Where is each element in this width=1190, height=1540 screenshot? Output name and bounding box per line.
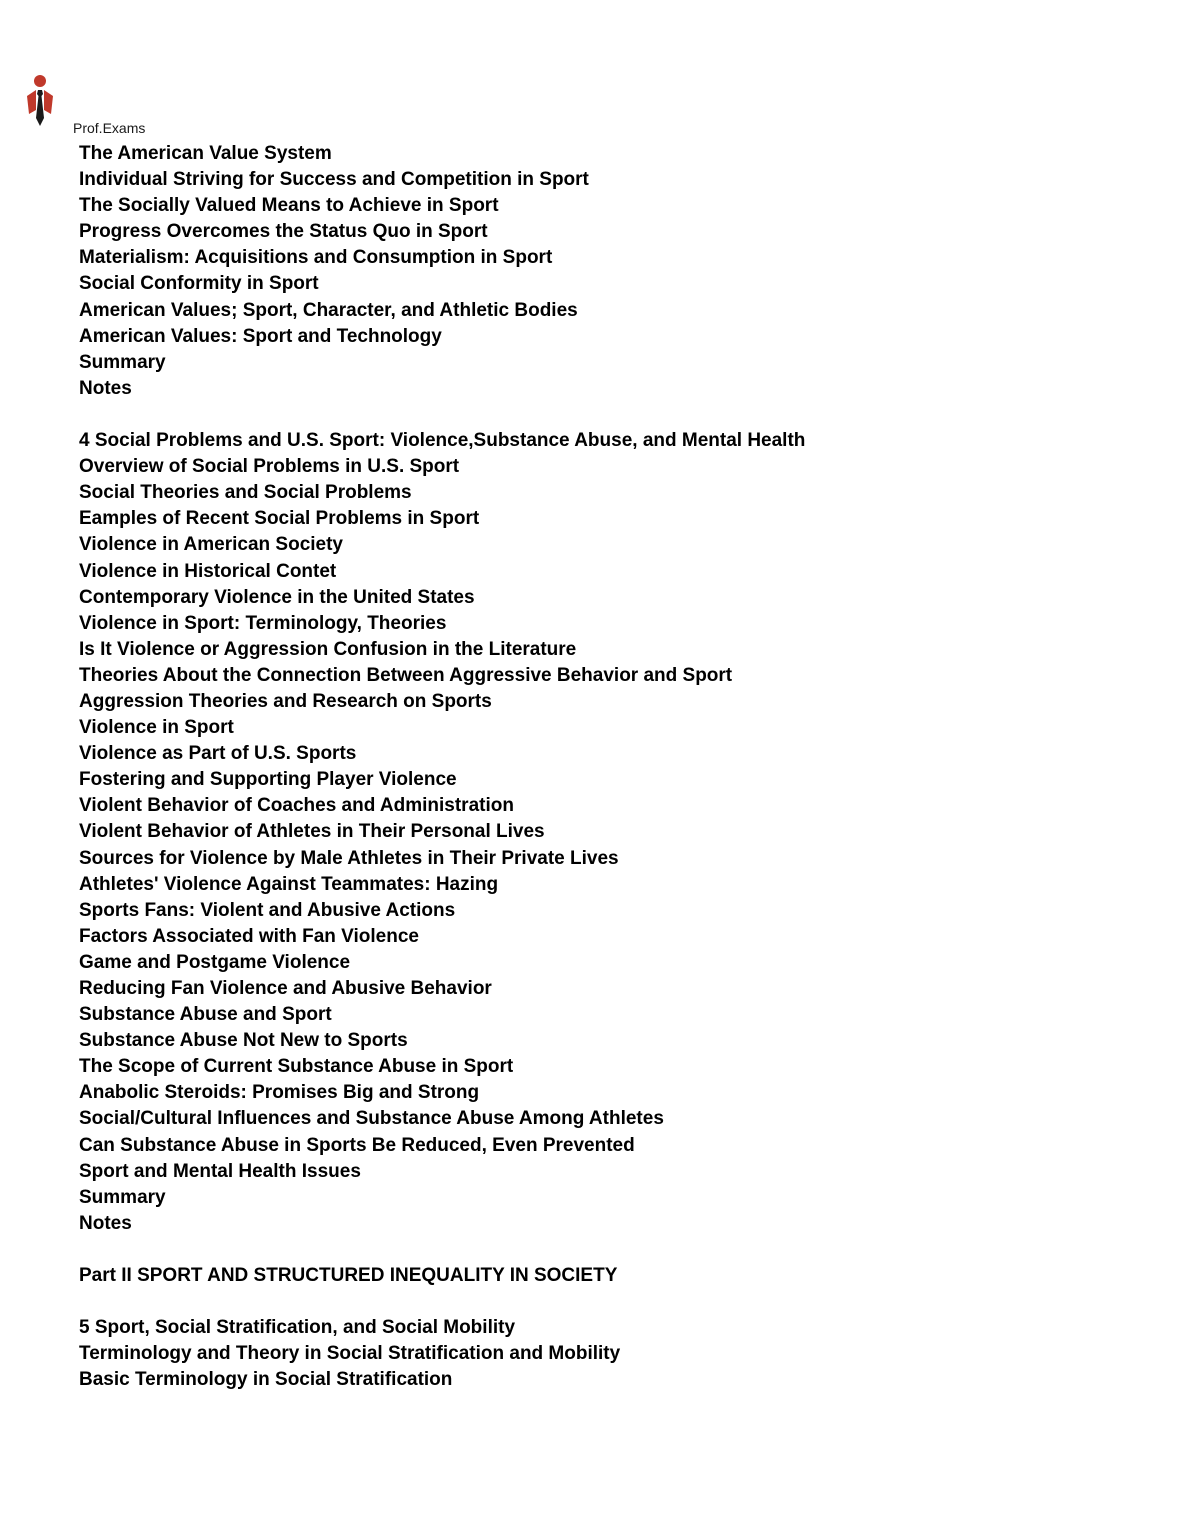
toc-entry: 4 Social Problems and U.S. Sport: Violence,Substance Abuse, and Mental Health: [79, 430, 806, 452]
toc-entry: Progress Overcomes the Status Quo in Sport: [79, 221, 488, 243]
toc-entry: Violence as Part of U.S. Sports: [79, 743, 357, 765]
toc-entry: Sports Fans: Violent and Abusive Actions: [79, 899, 456, 921]
toc-entry: Social Theories and Social Problems: [79, 482, 412, 504]
toc-entry: Violence in Sport: [79, 717, 234, 739]
toc-entry: Substance Abuse and Sport: [79, 1004, 332, 1026]
toc-entry: Game and Postgame Violence: [79, 951, 351, 973]
toc-entry: Individual Striving for Success and Competition in Sport: [79, 169, 589, 191]
toc-entry: Eamples of Recent Social Problems in Sport: [79, 508, 480, 530]
toc-entry: The American Value System: [79, 143, 332, 164]
toc-section-part-ii: [79, 1263, 1159, 1289]
section-gap: [79, 1237, 1159, 1263]
toc-entry: Social/Cultural Influences and Substance Abuse Among Athletes: [79, 1108, 664, 1130]
toc-entry: Can Substance Abuse in Sports Be Reduced, Even Prevented: [79, 1134, 635, 1156]
toc-entry: Notes: [79, 1212, 132, 1234]
table-of-contents: [79, 141, 1159, 1394]
person-with-tie-icon: [24, 74, 58, 130]
toc-entry: Reducing Fan Violence and Abusive Behavior: [79, 978, 492, 999]
toc-entry: Theories About the Connection Between Aggressive Behavior and Sport: [79, 664, 733, 686]
section-gap: [79, 1289, 1159, 1315]
toc-section-stratification: [79, 1315, 1159, 1393]
toc-entry: Summary: [79, 1186, 166, 1208]
toc-entry: Contemporary Violence in the United States: [79, 586, 475, 608]
toc-entry: 5 Sport, Social Stratification, and Social Mobility: [79, 1317, 516, 1339]
toc-entry: American Values: Sport and Technology: [79, 325, 442, 347]
toc-entry: Sport and Mental Health Issues: [79, 1160, 361, 1182]
toc-entry: Violence in American Society: [79, 534, 343, 556]
toc-entry: Summary: [79, 351, 166, 373]
toc-entry: Fostering and Supporting Player Violence: [79, 769, 457, 791]
toc-entry: Violent Behavior of Coaches and Administration: [79, 795, 514, 817]
toc-entry: Violent Behavior of Athletes in Their Personal Lives: [79, 821, 545, 843]
toc-entry: Athletes' Violence Against Teammates: Hazing: [79, 873, 499, 895]
toc-entry: The Scope of Current Substance Abuse in Sport: [79, 1056, 514, 1078]
section-gap: [79, 402, 1159, 428]
toc-entry: Substance Abuse Not New to Sports: [79, 1030, 408, 1052]
toc-section-social-problems: [79, 428, 1159, 1237]
toc-entry: Violence in Sport: Terminology, Theories: [79, 612, 447, 634]
toc-entry: Terminology and Theory in Social Stratification and Mobility: [79, 1343, 621, 1365]
toc-entry: Sources for Violence by Male Athletes in Their Private Lives: [79, 847, 619, 869]
logo: [24, 74, 58, 130]
toc-entry: Social Conformity in Sport: [79, 273, 319, 295]
toc-entry: Factors Associated with Fan Violence: [79, 925, 419, 947]
toc-entry: Anabolic Steroids: Promises Big and Strong: [79, 1082, 480, 1104]
toc-entry: The Socially Valued Means to Achieve in Sport: [79, 195, 499, 217]
toc-entry: Materialism: Acquisitions and Consumption in Sport: [79, 247, 553, 269]
toc-entry: Violence in Historical Contet: [79, 560, 337, 582]
toc-entry: Is It Violence or Aggression Confusion in the Literature: [79, 638, 577, 660]
toc-entry: Part II SPORT AND STRUCTURED INEQUALITY IN SOCIETY: [79, 1265, 618, 1287]
toc-entry: Overview of Social Problems in U.S. Sport: [79, 456, 460, 478]
toc-entry: Aggression Theories and Research on Sports: [79, 690, 492, 712]
toc-section-american-values: [79, 141, 1159, 402]
brand-name: Prof.Exams: [73, 120, 146, 136]
toc-entry: Basic Terminology in Social Stratification: [79, 1369, 453, 1391]
toc-entry: American Values; Sport, Character, and Athletic Bodies: [79, 299, 578, 321]
toc-entry: Notes: [79, 377, 132, 399]
